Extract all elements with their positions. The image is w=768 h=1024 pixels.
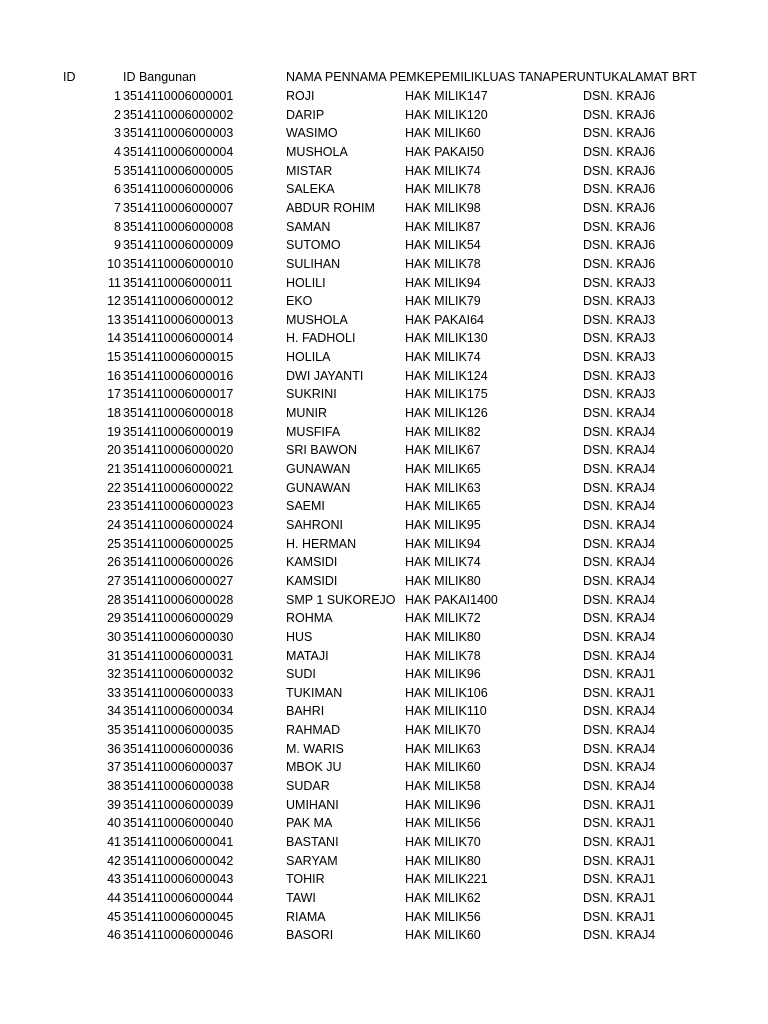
kepemilikan-luas-cell: HAK MILIK80 (405, 573, 481, 588)
row-number: 22 (107, 480, 121, 495)
table-row (0, 497, 768, 516)
alamat-cell: DSN. KRAJ6 (583, 200, 656, 215)
kepemilikan-luas-cell: HAK MILIK56 (405, 816, 481, 831)
alamat-cell: DSN. KRAJ3 (583, 368, 656, 383)
row-number: 43 (107, 872, 121, 887)
kepemilikan-luas-cell: HAK MILIK80 (405, 629, 481, 644)
table-row (0, 236, 768, 255)
kepemilikan-luas-cell: HAK MILIK130 (405, 331, 488, 346)
row-number: 1 (114, 89, 121, 103)
row-number: 2 (114, 107, 121, 122)
row-number: 38 (107, 779, 121, 794)
table-row (0, 553, 768, 572)
nama-cell: BAHRI (286, 704, 325, 719)
row-number: 25 (107, 536, 121, 551)
table-row (0, 889, 768, 908)
nama-cell: SUDAR (286, 779, 330, 794)
table-row (0, 292, 768, 311)
nama-cell: ABDUR ROHIM (286, 200, 375, 215)
table-row (0, 777, 768, 796)
kepemilikan-luas-cell: HAK MILIK95 (405, 517, 481, 532)
kepemilikan-luas-cell: HAK MILIK63 (405, 480, 481, 495)
kepemilikan-luas-cell: HAK MILIK94 (405, 275, 481, 290)
alamat-cell: DSN. KRAJ4 (583, 928, 656, 943)
id-bangunan-cell: 3514110006000018 (123, 406, 234, 421)
row-number: 10 (107, 256, 121, 271)
kepemilikan-luas-cell: HAK PAKAI64 (405, 312, 484, 327)
kepemilikan-luas-cell: HAK MILIK74 (405, 350, 481, 365)
id-bangunan-cell: 3514110006000029 (123, 611, 234, 626)
table-row (0, 423, 768, 442)
kepemilikan-luas-cell: HAK MILIK63 (405, 741, 481, 756)
kepemilikan-luas-cell: HAK MILIK60 (405, 760, 481, 775)
nama-cell: H. FADHOLI (286, 331, 356, 346)
nama-cell: WASIMO (286, 126, 338, 141)
nama-cell: MUNIR (286, 406, 327, 421)
nama-cell: MATAJI (286, 648, 329, 663)
row-number: 41 (107, 835, 121, 849)
header-id-bangunan: ID Bangunan (123, 70, 196, 84)
row-number: 11 (108, 275, 121, 290)
id-bangunan-cell: 3514110006000043 (123, 872, 234, 887)
id-bangunan-cell: 3514110006000012 (123, 294, 234, 309)
alamat-cell: DSN. KRAJ1 (583, 872, 656, 887)
nama-cell: ROHMA (286, 611, 333, 626)
table-row (0, 516, 768, 535)
id-bangunan-cell: 3514110006000036 (123, 741, 234, 756)
kepemilikan-luas-cell: HAK MILIK70 (405, 723, 481, 738)
alamat-cell: DSN. KRAJ4 (583, 723, 656, 738)
id-bangunan-cell: 3514110006000007 (123, 200, 234, 215)
id-bangunan-cell: 3514110006000031 (123, 648, 234, 663)
table-row (0, 87, 768, 106)
id-bangunan-cell: 3514110006000032 (123, 667, 234, 682)
row-number: 44 (107, 890, 121, 905)
id-bangunan-cell: 3514110006000017 (123, 387, 234, 402)
row-number: 9 (114, 238, 121, 253)
id-bangunan-cell: 3514110006000019 (123, 424, 234, 439)
alamat-cell: DSN. KRAJ4 (583, 648, 656, 663)
kepemilikan-luas-cell: HAK MILIK65 (405, 462, 481, 476)
id-bangunan-cell: 3514110006000002 (123, 107, 234, 122)
table-row (0, 591, 768, 610)
table-row (0, 647, 768, 666)
nama-cell: KAMSIDI (286, 573, 338, 588)
row-number: 31 (107, 648, 121, 663)
row-number: 35 (107, 723, 121, 738)
kepemilikan-luas-cell: HAK MILIK74 (405, 555, 481, 570)
nama-cell: SAMAN (286, 219, 331, 234)
kepemilikan-luas-cell: HAK MILIK78 (405, 256, 481, 271)
alamat-cell: DSN. KRAJ6 (583, 163, 656, 178)
table-row (0, 740, 768, 759)
id-bangunan-cell: 3514110006000004 (123, 144, 234, 159)
row-number: 45 (107, 909, 121, 924)
nama-cell: SAEMI (286, 499, 325, 514)
row-number: 3 (114, 126, 121, 141)
table-row (0, 628, 768, 647)
kepemilikan-luas-cell: HAK MILIK124 (405, 368, 488, 383)
alamat-cell: DSN. KRAJ4 (583, 517, 656, 532)
id-bangunan-cell: 3514110006000039 (123, 797, 234, 812)
kepemilikan-luas-cell: HAK MILIK78 (405, 648, 481, 663)
kepemilikan-luas-cell: HAK MILIK78 (405, 182, 481, 197)
id-bangunan-cell: 3514110006000026 (123, 555, 234, 570)
table-row (0, 814, 768, 833)
table-row (0, 274, 768, 293)
header-row (0, 68, 768, 87)
alamat-cell: DSN. KRAJ4 (583, 592, 656, 607)
alamat-cell: DSN. KRAJ1 (583, 835, 656, 849)
nama-cell: GUNAWAN (286, 480, 351, 495)
id-bangunan-cell: 3514110006000008 (123, 219, 234, 234)
nama-cell: MISTAR (286, 163, 333, 178)
header-remaining-columns: NAMA PENNAMA PEMKEPEMILIKLUAS TANAPERUNTUKALAMAT BRT (286, 70, 697, 84)
nama-cell: SUKRINI (286, 387, 337, 402)
row-number: 20 (107, 443, 121, 458)
kepemilikan-luas-cell: HAK MILIK221 (405, 872, 488, 887)
table-row (0, 684, 768, 703)
row-number: 29 (107, 611, 121, 626)
nama-cell: HOLILA (286, 350, 331, 365)
kepemilikan-luas-cell: HAK MILIK72 (405, 611, 481, 626)
nama-cell: HOLILI (286, 275, 326, 290)
kepemilikan-luas-cell: HAK MILIK98 (405, 200, 481, 215)
table-row (0, 441, 768, 460)
table-row (0, 609, 768, 628)
alamat-cell: DSN. KRAJ4 (583, 480, 656, 495)
nama-cell: KAMSIDI (286, 555, 338, 570)
table-row (0, 143, 768, 162)
alamat-cell: DSN. KRAJ4 (583, 406, 656, 421)
alamat-cell: DSN. KRAJ1 (583, 797, 656, 812)
table-row (0, 106, 768, 125)
table-row (0, 535, 768, 554)
table-row (0, 908, 768, 927)
alamat-cell: DSN. KRAJ1 (583, 816, 656, 831)
kepemilikan-luas-cell: HAK MILIK96 (405, 797, 481, 812)
nama-cell: SUTOMO (286, 238, 341, 253)
id-bangunan-cell: 3514110006000027 (123, 573, 234, 588)
nama-cell: BASTANI (286, 835, 339, 849)
alamat-cell: DSN. KRAJ3 (583, 350, 656, 365)
kepemilikan-luas-cell: HAK MILIK120 (405, 107, 488, 122)
table-row (0, 124, 768, 143)
row-number: 37 (107, 760, 121, 775)
kepemilikan-luas-cell: HAK PAKAI1400 (405, 592, 498, 607)
kepemilikan-luas-cell: HAK MILIK80 (405, 853, 481, 868)
id-bangunan-cell: 3514110006000042 (123, 853, 234, 868)
alamat-cell: DSN. KRAJ4 (583, 741, 656, 756)
table-row (0, 852, 768, 871)
alamat-cell: DSN. KRAJ4 (583, 629, 656, 644)
alamat-cell: DSN. KRAJ4 (583, 555, 656, 570)
id-bangunan-cell: 3514110006000003 (123, 126, 234, 141)
alamat-cell: DSN. KRAJ3 (583, 387, 656, 402)
row-number: 26 (107, 555, 121, 570)
alamat-cell: DSN. KRAJ6 (583, 107, 656, 122)
alamat-cell: DSN. KRAJ6 (583, 256, 656, 271)
id-bangunan-cell: 3514110006000013 (123, 312, 234, 327)
nama-cell: SAHRONI (286, 517, 343, 532)
nama-cell: EKO (286, 294, 313, 309)
alamat-cell: DSN. KRAJ4 (583, 611, 656, 626)
row-number: 19 (107, 424, 121, 439)
row-number: 33 (107, 685, 121, 700)
row-number: 24 (107, 517, 121, 532)
row-number: 13 (107, 312, 121, 327)
alamat-cell: DSN. KRAJ6 (583, 219, 656, 234)
nama-cell: SUDI (286, 667, 316, 682)
id-bangunan-cell: 3514110006000020 (123, 443, 234, 458)
alamat-cell: DSN. KRAJ4 (583, 704, 656, 719)
table-row (0, 721, 768, 740)
alamat-cell: DSN. KRAJ4 (583, 462, 656, 476)
row-number: 14 (107, 331, 121, 346)
nama-cell: MUSHOLA (286, 312, 348, 327)
nama-cell: SARYAM (286, 853, 338, 868)
table-row (0, 255, 768, 274)
table-row (0, 162, 768, 181)
alamat-cell: DSN. KRAJ4 (583, 443, 656, 458)
table-row (0, 404, 768, 423)
row-number: 16 (107, 368, 121, 383)
kepemilikan-luas-cell: HAK MILIK87 (405, 219, 481, 234)
alamat-cell: DSN. KRAJ1 (583, 685, 656, 700)
nama-cell: UMIHANI (286, 797, 339, 812)
alamat-cell: DSN. KRAJ4 (583, 760, 656, 775)
id-bangunan-cell: 3514110006000016 (123, 368, 234, 383)
id-bangunan-cell: 3514110006000037 (123, 760, 234, 775)
alamat-cell: DSN. KRAJ3 (583, 294, 656, 309)
kepemilikan-luas-cell: HAK MILIK62 (405, 890, 481, 905)
kepemilikan-luas-cell: HAK MILIK110 (405, 704, 487, 719)
nama-cell: BASORI (286, 928, 334, 943)
id-bangunan-cell: 3514110006000024 (123, 517, 234, 532)
alamat-cell: DSN. KRAJ1 (583, 909, 656, 924)
nama-cell: TAWI (286, 890, 316, 905)
kepemilikan-luas-cell: HAK MILIK65 (405, 499, 481, 514)
nama-cell: RAHMAD (286, 723, 341, 738)
nama-cell: SRI BAWON (286, 443, 358, 458)
row-number: 23 (107, 499, 121, 514)
id-bangunan-cell: 3514110006000041 (123, 835, 234, 849)
kepemilikan-luas-cell: HAK MILIK126 (405, 406, 488, 421)
table-row (0, 218, 768, 237)
id-bangunan-cell: 3514110006000028 (123, 592, 234, 607)
table-row (0, 833, 768, 852)
alamat-cell: DSN. KRAJ4 (583, 573, 656, 588)
row-number: 15 (107, 350, 121, 365)
id-bangunan-cell: 3514110006000015 (123, 350, 234, 365)
kepemilikan-luas-cell: HAK MILIK106 (405, 685, 488, 700)
table-row (0, 367, 768, 386)
table-row (0, 329, 768, 348)
nama-cell: MUSFIFA (286, 424, 341, 439)
kepemilikan-luas-cell: HAK MILIK58 (405, 779, 481, 794)
table-row (0, 460, 768, 479)
table-row (0, 870, 768, 889)
alamat-cell: DSN. KRAJ6 (583, 89, 656, 103)
table-row (0, 758, 768, 777)
id-bangunan-cell: 3514110006000045 (123, 909, 234, 924)
alamat-cell: DSN. KRAJ3 (583, 275, 656, 290)
nama-cell: RIAMA (286, 909, 326, 924)
alamat-cell: DSN. KRAJ4 (583, 424, 656, 439)
nama-cell: HUS (286, 629, 313, 644)
kepemilikan-luas-cell: HAK MILIK74 (405, 163, 481, 178)
alamat-cell: DSN. KRAJ1 (583, 890, 656, 905)
nama-cell: TOHIR (286, 872, 325, 887)
table-row (0, 180, 768, 199)
id-bangunan-cell: 3514110006000014 (123, 331, 234, 346)
row-number: 4 (114, 144, 121, 159)
table-row (0, 385, 768, 404)
table-row (0, 702, 768, 721)
header-id: ID (63, 70, 76, 84)
id-bangunan-cell: 3514110006000009 (123, 238, 234, 253)
row-number: 21 (107, 462, 121, 476)
row-number: 8 (114, 219, 121, 234)
table-row (0, 665, 768, 684)
kepemilikan-luas-cell: HAK MILIK54 (405, 238, 481, 253)
nama-cell: TUKIMAN (286, 685, 343, 700)
row-number: 7 (114, 200, 121, 215)
id-bangunan-cell: 3514110006000001 (123, 89, 234, 103)
alamat-cell: DSN. KRAJ6 (583, 238, 656, 253)
id-bangunan-cell: 3514110006000022 (123, 480, 234, 495)
alamat-cell: DSN. KRAJ1 (583, 853, 656, 868)
table-row (0, 348, 768, 367)
id-bangunan-cell: 3514110006000030 (123, 629, 234, 644)
nama-cell: MUSHOLA (286, 144, 348, 159)
nama-cell: SMP 1 SUKOREJO (286, 592, 396, 607)
nama-cell: H. HERMAN (286, 536, 357, 551)
kepemilikan-luas-cell: HAK MILIK60 (405, 928, 481, 943)
id-bangunan-cell: 3514110006000038 (123, 779, 234, 794)
id-bangunan-cell: 3514110006000011 (123, 275, 233, 290)
alamat-cell: DSN. KRAJ1 (583, 667, 656, 682)
table-row (0, 199, 768, 218)
nama-cell: DARIP (286, 107, 325, 122)
alamat-cell: DSN. KRAJ6 (583, 144, 656, 159)
id-bangunan-cell: 3514110006000025 (123, 536, 234, 551)
kepemilikan-luas-cell: HAK MILIK94 (405, 536, 481, 551)
nama-cell: MBOK JU (286, 760, 342, 775)
id-bangunan-cell: 3514110006000005 (123, 163, 234, 178)
table-row (0, 926, 768, 945)
id-bangunan-cell: 3514110006000021 (123, 462, 234, 476)
row-number: 34 (107, 704, 121, 719)
alamat-cell: DSN. KRAJ3 (583, 331, 656, 346)
id-bangunan-cell: 3514110006000010 (123, 256, 234, 271)
kepemilikan-luas-cell: HAK MILIK79 (405, 294, 481, 309)
id-bangunan-cell: 3514110006000046 (123, 928, 234, 943)
row-number: 39 (107, 797, 121, 812)
kepemilikan-luas-cell: HAK MILIK67 (405, 443, 481, 458)
row-number: 36 (107, 741, 121, 756)
kepemilikan-luas-cell: HAK MILIK96 (405, 667, 481, 682)
row-number: 12 (107, 294, 121, 309)
row-number: 42 (107, 853, 121, 868)
nama-cell: DWI JAYANTI (286, 368, 364, 383)
table-row (0, 572, 768, 591)
id-bangunan-cell: 3514110006000006 (123, 182, 234, 197)
row-number: 32 (107, 667, 121, 682)
alamat-cell: DSN. KRAJ4 (583, 779, 656, 794)
kepemilikan-luas-cell: HAK MILIK56 (405, 909, 481, 924)
nama-cell: ROJI (286, 89, 315, 103)
id-bangunan-cell: 3514110006000040 (123, 816, 234, 831)
alamat-cell: DSN. KRAJ6 (583, 182, 656, 197)
kepemilikan-luas-cell: HAK MILIK82 (405, 424, 481, 439)
row-number: 28 (107, 592, 121, 607)
nama-cell: SALEKA (286, 182, 335, 197)
alamat-cell: DSN. KRAJ4 (583, 499, 656, 514)
id-bangunan-cell: 3514110006000023 (123, 499, 234, 514)
alamat-cell: DSN. KRAJ4 (583, 536, 656, 551)
row-number: 40 (107, 816, 121, 831)
id-bangunan-cell: 3514110006000035 (123, 723, 234, 738)
kepemilikan-luas-cell: HAK PAKAI50 (405, 144, 484, 159)
kepemilikan-luas-cell: HAK MILIK147 (405, 89, 488, 103)
nama-cell: GUNAWAN (286, 462, 351, 476)
nama-cell: M. WARIS (286, 741, 344, 756)
row-number: 27 (107, 573, 121, 588)
row-number: 46 (107, 928, 121, 943)
alamat-cell: DSN. KRAJ6 (583, 126, 656, 141)
row-number: 18 (107, 406, 121, 421)
id-bangunan-cell: 3514110006000044 (123, 890, 234, 905)
row-number: 30 (107, 629, 121, 644)
kepemilikan-luas-cell: HAK MILIK175 (405, 387, 488, 402)
table-row (0, 479, 768, 498)
table-row (0, 796, 768, 815)
kepemilikan-luas-cell: HAK MILIK70 (405, 835, 481, 849)
id-bangunan-cell: 3514110006000033 (123, 685, 234, 700)
table-row (0, 311, 768, 330)
row-number: 6 (114, 182, 121, 197)
row-number: 5 (114, 163, 121, 178)
nama-cell: PAK MA (286, 816, 333, 831)
kepemilikan-luas-cell: HAK MILIK60 (405, 126, 481, 141)
nama-cell: SULIHAN (286, 256, 341, 271)
id-bangunan-cell: 3514110006000034 (123, 704, 234, 719)
alamat-cell: DSN. KRAJ3 (583, 312, 656, 327)
row-number: 17 (107, 387, 121, 402)
